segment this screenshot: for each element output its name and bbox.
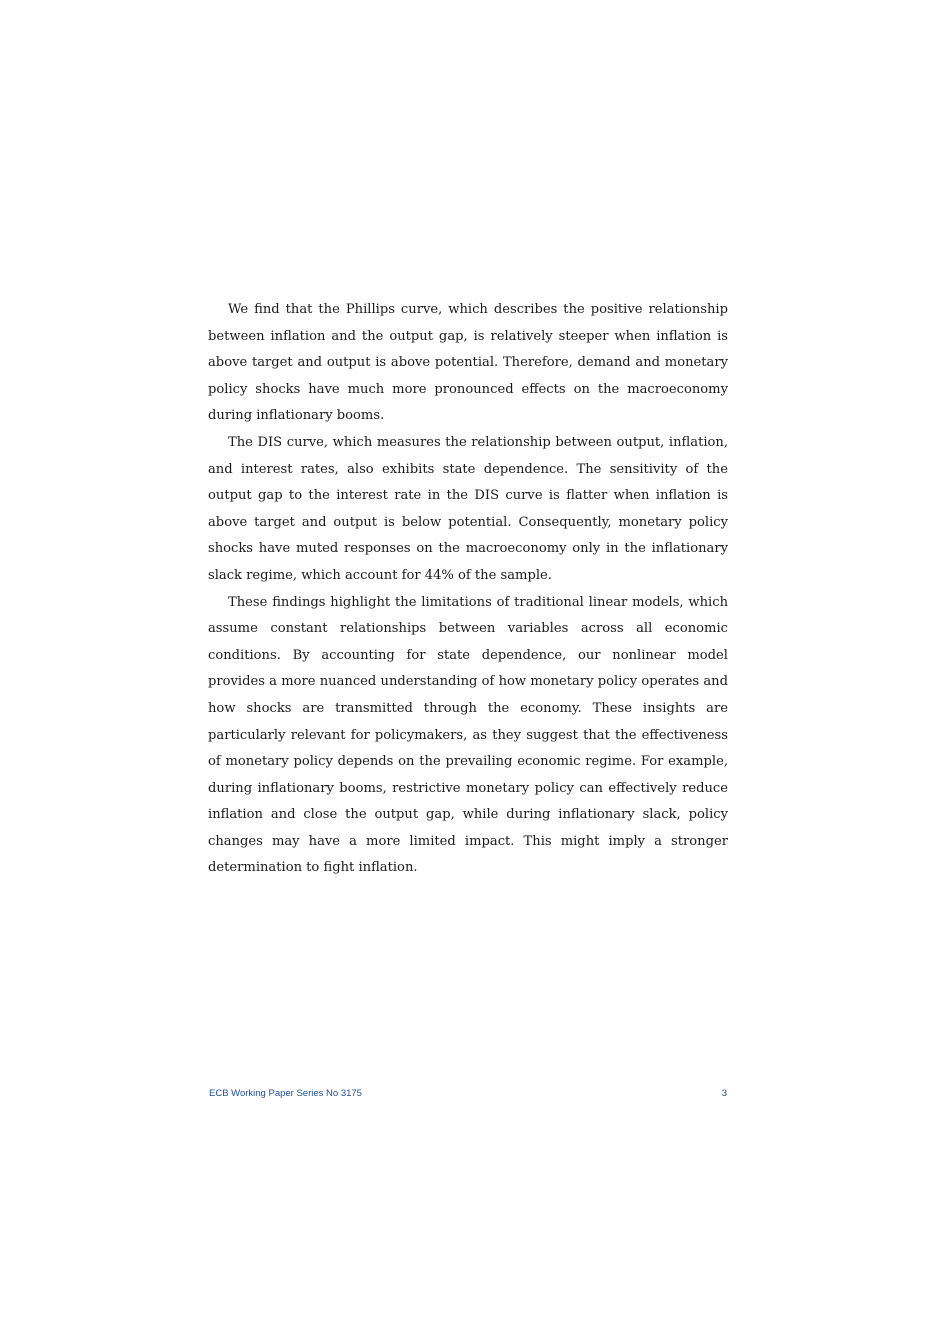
paragraph-findings: These findings highlight the limitations of traditional linear models, which assume constant relationships between variables across all economic conditions. By accounting for state dependence, our nonlinear model provides a more nuanced understanding of how monetary policy operates and how shocks are transmitted through the economy. These insights are particularly relevant for policymakers, as they suggest that the effectiveness of monetary policy depends on the prevailing economic regime. For example, during inflationary booms, restrictive monetary policy can effectively reduce inflation and close the output gap, while during inflationary slack, policy changes may have a more limited impact. This might imply a stronger determination to fight inflation.: [208, 594, 728, 876]
footer-page-number: 3: [721, 1088, 727, 1099]
body-text: [208, 297, 728, 882]
paragraph-phillips-curve: We find that the Phillips curve, which describes the positive relationship between inflation and the output gap, is relatively steeper when inflation is above target and output is above potential. Therefore, demand and monetary policy shocks have much more pronounced effects on the macroeconomy during inflationary booms.: [208, 302, 728, 424]
footer-series-title: ECB Working Paper Series No 3175: [209, 1088, 362, 1099]
paragraph-dis-curve: The DIS curve, which measures the relationship between output, inflation, and interest rates, also exhibits state dependence. The sensitivity of the output gap to the interest rate in the DIS curve is flatter when inflation is above target and output is below potential. Consequently, monetary policy shocks have muted responses on the macroeconomy only in the inflationary slack regime, which account for 44% of the sample.: [208, 434, 728, 583]
